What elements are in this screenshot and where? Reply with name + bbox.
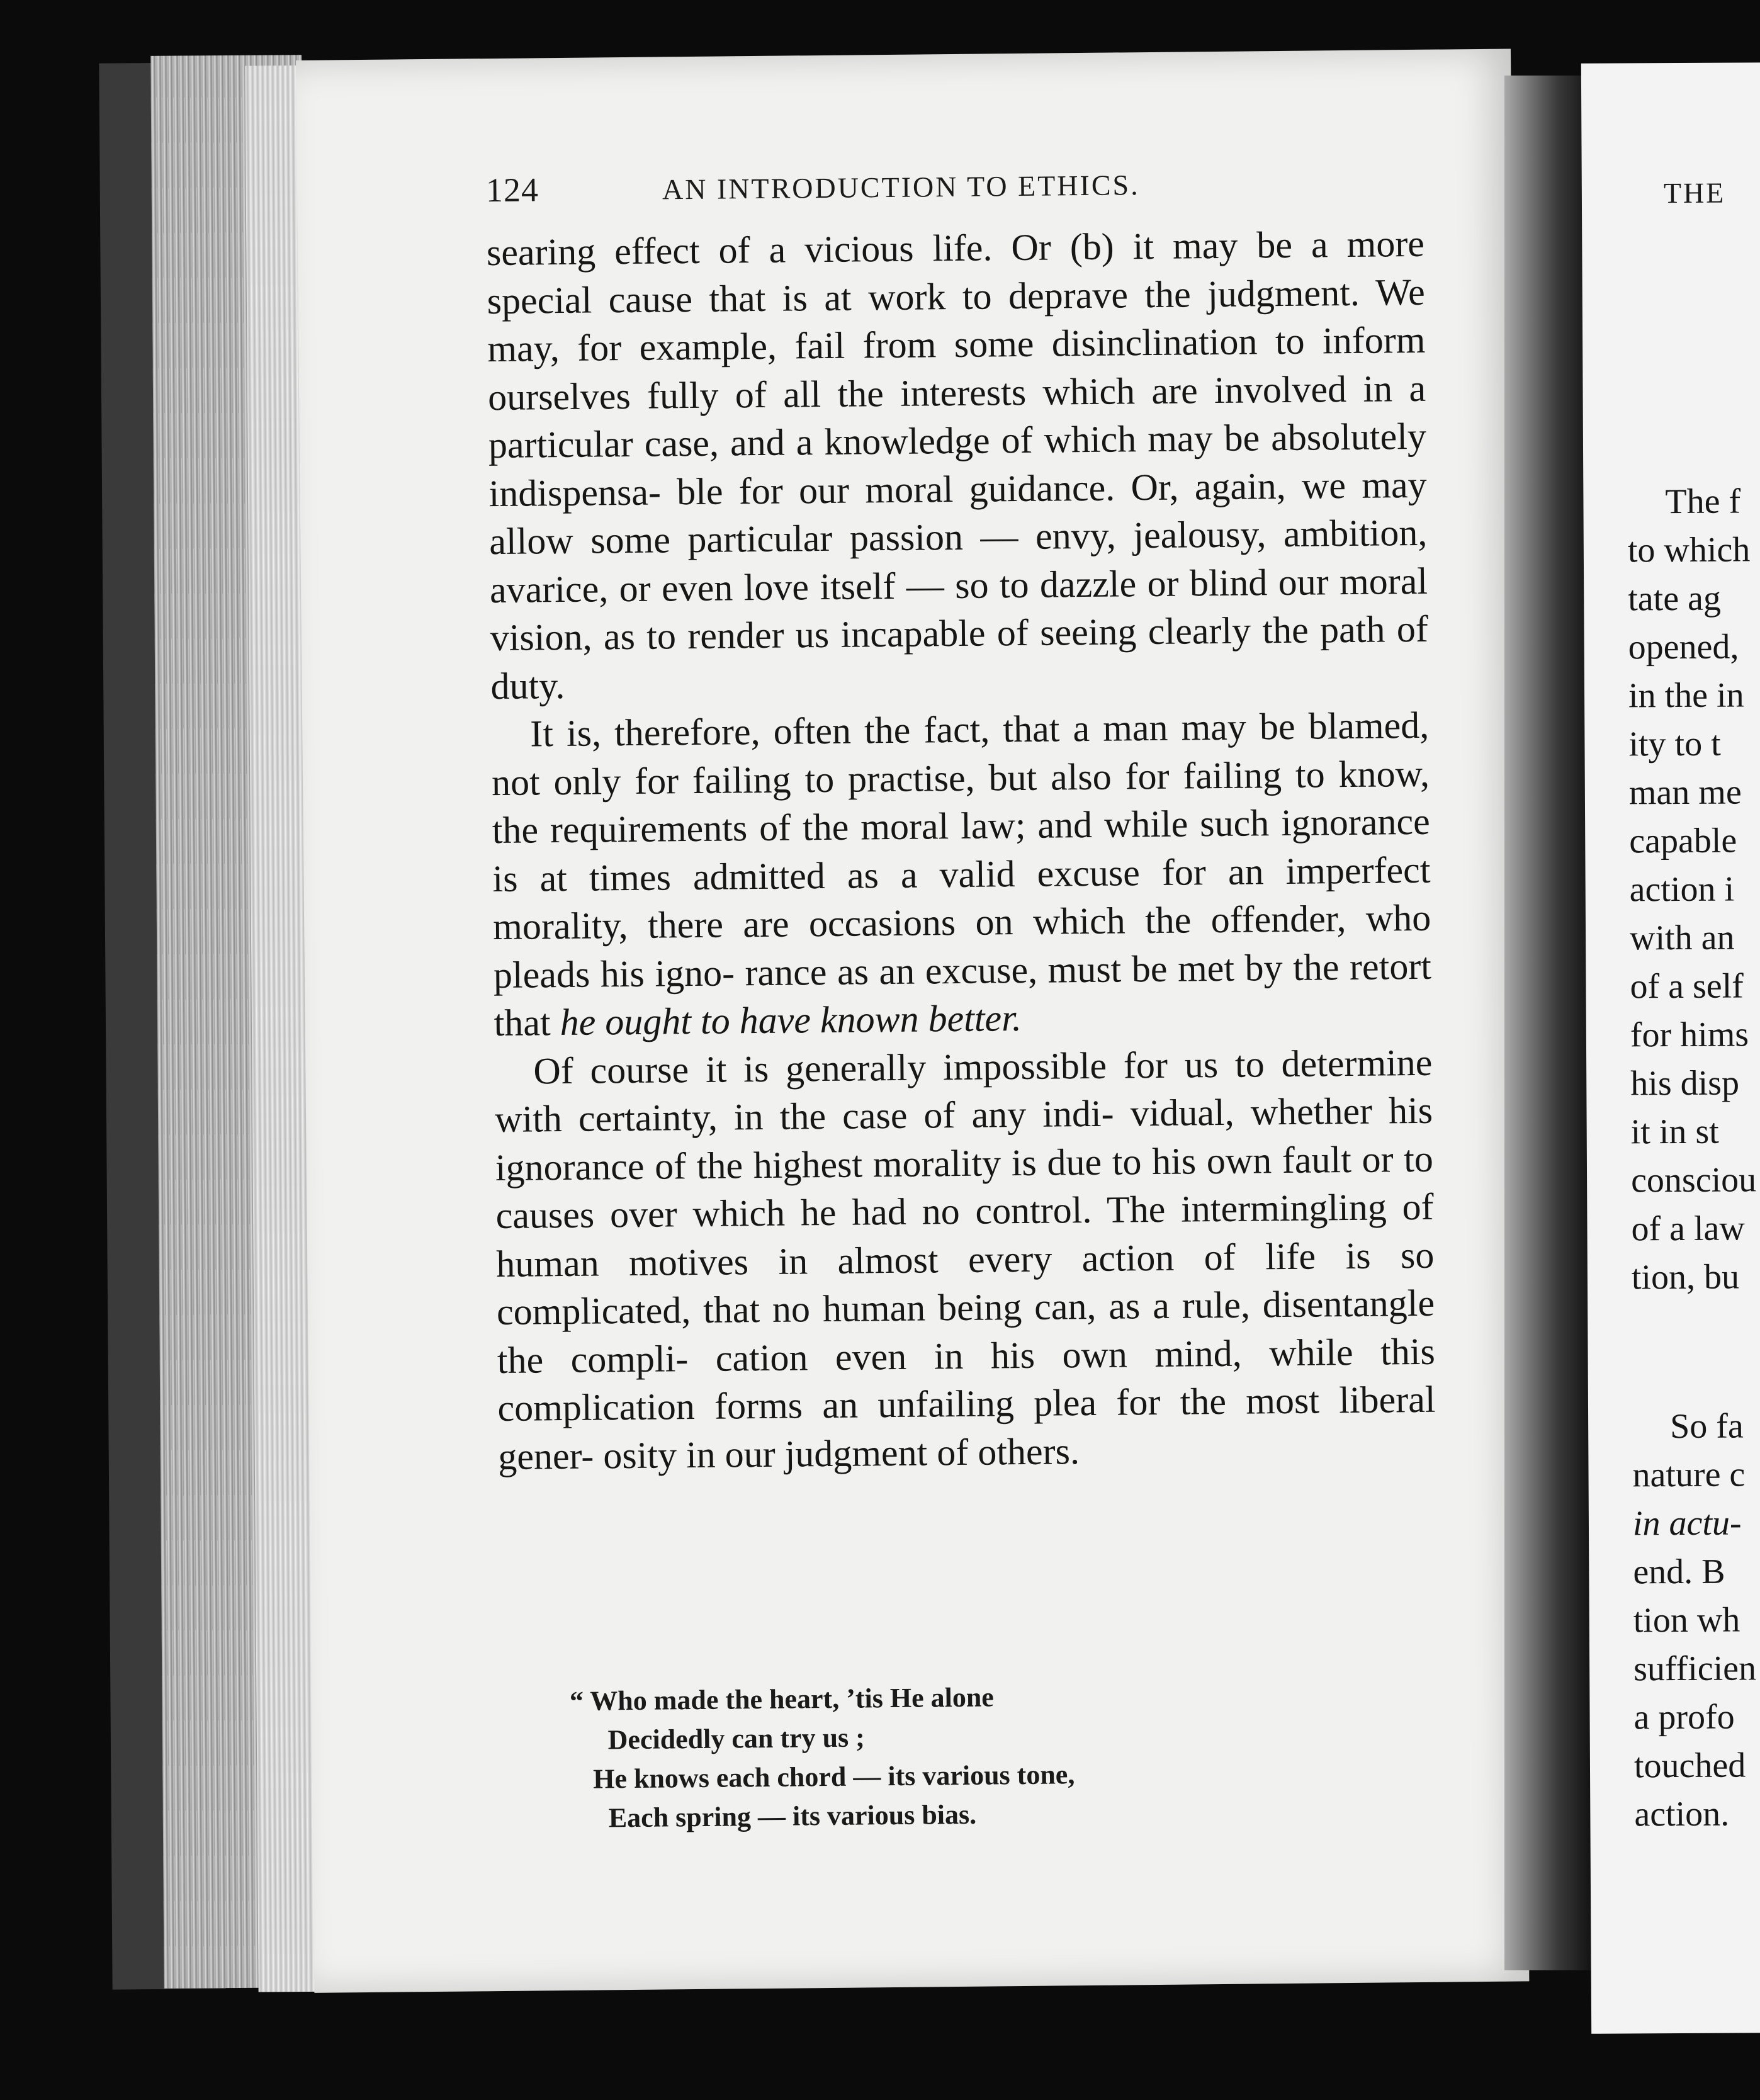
text-line-fragment: sufficien [1633, 1649, 1757, 1689]
text-line-fragment: of a self [1630, 966, 1744, 1007]
text-line-fragment: it in st [1630, 1112, 1719, 1152]
text-line: searing effect of a vicious life. Or (b) it may be a [486, 223, 1328, 274]
text-line-fragment: So fa [1669, 1406, 1744, 1447]
page-number: 124 [485, 171, 539, 210]
right-page-text [1581, 62, 1760, 1834]
text-line: and while such ignorance is at times admitted as a [492, 800, 1431, 900]
text-line-fragment: end. B [1633, 1552, 1725, 1592]
left-page [296, 48, 1529, 1992]
text-line-fragment: action. [1634, 1794, 1730, 1834]
text-line-fragment: a profo [1633, 1697, 1735, 1737]
right-page [1581, 62, 1760, 2034]
text-line-fragment: nature c [1632, 1455, 1746, 1495]
italic-phrase: he ought to have known better. [560, 997, 1022, 1044]
text-line-fragment: tion wh [1633, 1600, 1740, 1640]
text-line: occasions on which the offender, who pleads his igno- [493, 896, 1431, 996]
body-text [487, 220, 1436, 1481]
verse-line: He knows each chord — its various tone, [592, 1759, 1075, 1795]
paragraph-3 [494, 1038, 1436, 1481]
verse-line: Decidedly can try us ; [607, 1722, 866, 1756]
book-gutter [1504, 76, 1593, 1970]
text-line-fragment: opened, [1628, 627, 1739, 667]
text-line: osity in our judgment of others. [603, 1430, 1080, 1476]
text-line-fragment: tate ag [1628, 579, 1722, 619]
running-title: AN INTRODUCTION TO ETHICS. [662, 169, 1140, 206]
text-line-fragment: with an [1629, 918, 1735, 958]
text-line: forms an unfailing plea for the most liberal gener- [497, 1378, 1436, 1477]
text-line: clearly the path of duty. [490, 607, 1429, 707]
text-line: blamed, not only for failing to practise, but also for [491, 704, 1430, 803]
text-line-fragment: capable [1629, 821, 1737, 861]
text-line: failing to know, the requirements of the moral law; [492, 752, 1430, 852]
paragraph-1 [487, 220, 1429, 710]
text-line: no control. The intermingling of human motives in [496, 1185, 1434, 1285]
text-line-fragment: in actu- [1632, 1503, 1742, 1544]
verse-line: Each spring — its various bias. [608, 1798, 977, 1834]
right-running-title: THE [1663, 176, 1726, 210]
text-line: ble for our moral guidance. Or, again, we may allow [489, 463, 1427, 563]
text-line: almost every action of life is so complicated, that no [496, 1234, 1435, 1333]
verse-line: “ Who made the heart, ’tis He alone [569, 1681, 995, 1717]
verse-quotation [570, 1676, 1200, 1838]
running-header [486, 162, 1431, 210]
text-line-fragment: of a law [1631, 1209, 1746, 1249]
text-line: judgment. We may, for example, fail from some [487, 271, 1425, 370]
text-line: Of course it is generally impossible for us to [533, 1042, 1265, 1092]
text-line: human being can, as a rule, disentangle the compli- [497, 1282, 1435, 1381]
text-line-fragment: in the in [1628, 675, 1744, 716]
text-line-fragment: tion, bu [1631, 1257, 1740, 1297]
text-line: vidual, whether his ignorance of the highest morality [495, 1089, 1433, 1188]
text-line: disinclination to inform ourselves fully of all the [487, 319, 1426, 418]
text-line-fragment: ity to t [1628, 724, 1721, 764]
text-line: our moral vision, as to render us incapable of seeing [490, 560, 1428, 659]
text-line: a knowledge of which may be absolutely indispensa- [488, 415, 1427, 514]
text-line-fragment: The f [1665, 482, 1741, 522]
text-line-fragment: to which [1627, 530, 1751, 570]
text-line: interests which are involved in a particular case, and [488, 367, 1426, 466]
text-line: valid excuse for an imperfect morality, there are [492, 849, 1431, 948]
text-line-fragment: consciou [1630, 1160, 1757, 1200]
text-line-fragment: man me [1628, 772, 1742, 813]
text-line-fragment: touched [1633, 1746, 1746, 1786]
text-line: cation even in his own mind, while this complication [497, 1330, 1436, 1430]
paragraph-2 [491, 701, 1432, 1047]
text-line-fragment: his disp [1630, 1063, 1740, 1104]
text-line: determine with certainty, in the case of any indi- [494, 1041, 1433, 1141]
text-line: some particular passion — envy, jealousy, ambition, [590, 511, 1428, 562]
text-line: is due to his own fault or to causes over which he had [495, 1138, 1434, 1237]
text-line-fragment: for hims [1630, 1015, 1749, 1055]
text-line: avarice, or even love itself — so to dazzle or blind [489, 561, 1268, 611]
text-line: It is, therefore, often the fact, that a man may be [529, 705, 1295, 755]
text-line: more special cause that is at work to deprave the [487, 222, 1425, 322]
text-line: rance as an excuse, must be met by the retort that [494, 945, 1432, 1044]
text-line-fragment: action i [1629, 869, 1735, 910]
